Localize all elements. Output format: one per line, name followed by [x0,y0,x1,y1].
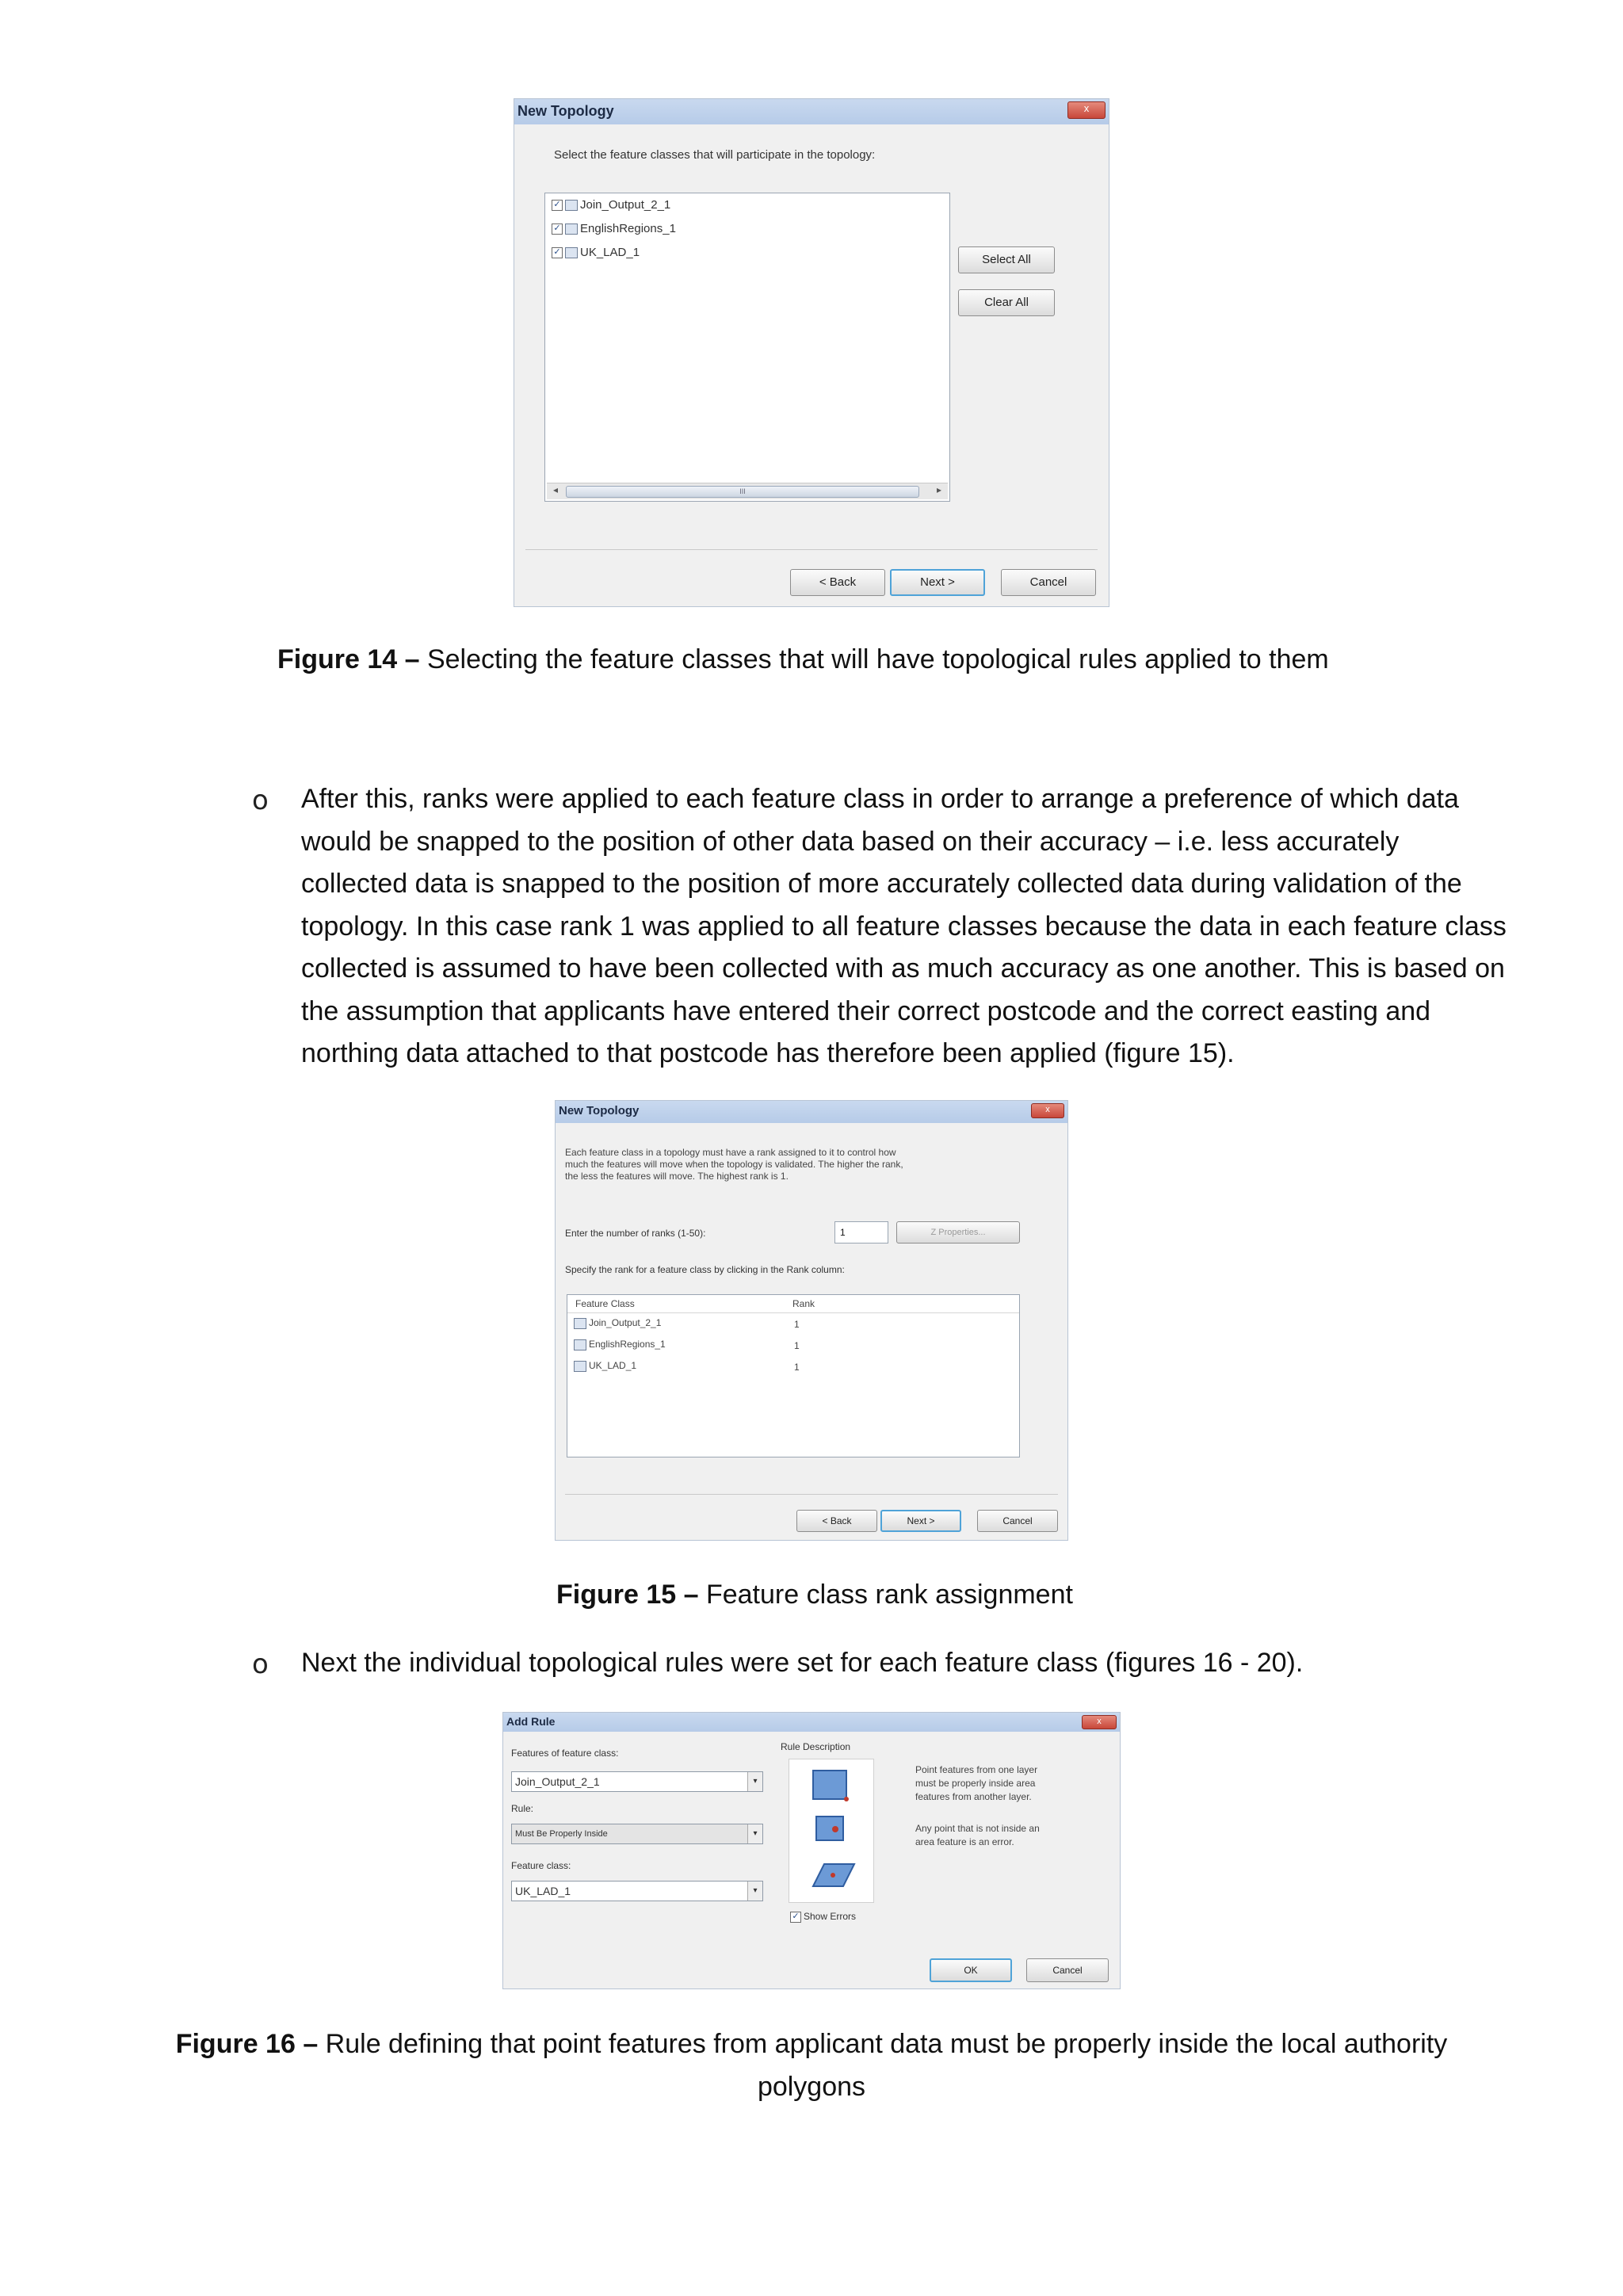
divider [565,1494,1058,1495]
specify-rank-label: Specify the rank for a feature class by clicking in the Rank column: [565,1264,845,1275]
scroll-grip: III [739,487,746,495]
rule-description-label: Rule Description [781,1741,851,1752]
paragraph: Next the individual topological rules were set for each feature class (figures 16 - 20). [301,1648,1304,1678]
rule-dropdown[interactable] [511,1824,763,1844]
paragraph-line: collected is assumed to have been collected with as much accuracy as one another. This is based on [301,953,1505,984]
cancel-button[interactable]: Cancel [1026,1958,1109,1982]
caption-label: Figure 14 – [277,644,420,674]
rule-illustration [789,1759,874,1903]
feature-class-name: UK_LAD_1 [589,1360,637,1371]
close-icon[interactable]: x [1082,1715,1117,1729]
dropdown-value: UK_LAD_1 [515,1885,571,1897]
bullet-marker: o [252,1648,269,1680]
paragraph-line: After this, ranks were applied to each feature class in order to arrange a preference of which data [301,784,1459,814]
polygon-layer-icon [565,247,578,258]
list-item[interactable] [552,222,676,235]
horizontal-scrollbar[interactable] [547,483,948,499]
list-item[interactable] [552,246,640,259]
next-button[interactable]: Next > [890,569,985,596]
dialog-title: Add Rule [506,1715,556,1728]
description-line: features from another layer. [915,1791,1032,1802]
table-header [567,1295,1019,1313]
description-line: area feature is an error. [915,1836,1014,1847]
feature-class-dropdown[interactable] [511,1771,763,1792]
caption-text: Feature class rank assignment [698,1580,1073,1610]
list-item-label: EnglishRegions_1 [580,222,676,235]
select-all-button[interactable]: Select All [958,246,1055,273]
new-topology-dialog-select [514,98,1109,607]
close-icon[interactable]: x [1031,1103,1064,1118]
paragraph-line: northing data attached to that postcode has therefore been applied (figure 15). [301,1038,1235,1068]
checkbox[interactable]: ✓ [552,223,563,235]
caption-label: Figure 16 – [175,2029,319,2059]
chevron-down-icon[interactable]: ▾ [747,1881,762,1901]
rule-diagram-icon [789,1759,873,1902]
paragraph [301,778,1507,1075]
table-row[interactable] [574,1317,661,1329]
paragraph-line: topology. In this case rank 1 was applied to all feature classes because the data in each feature class [301,911,1507,942]
features-of-feature-class-label: Features of feature class: [511,1748,619,1759]
chevron-down-icon[interactable]: ▾ [747,1772,762,1791]
z-properties-button[interactable]: Z Properties... [896,1221,1020,1244]
table-row[interactable] [574,1339,666,1350]
checkbox-label: Show Errors [804,1911,857,1922]
feature-class-label: Feature class: [511,1860,571,1871]
polygon-layer-icon [574,1361,586,1372]
caption-line [0,2023,1623,2065]
rule-description-text [915,1763,1037,1804]
back-button[interactable]: < Back [796,1510,877,1532]
instruction-text: Select the feature classes that will participate in the topology: [554,148,876,162]
rank-cell[interactable]: 1 [794,1362,800,1373]
feature-class-list[interactable] [544,193,950,502]
polygon-layer-icon [574,1339,586,1350]
ranks-input[interactable]: 1 [834,1221,888,1244]
rank-cell[interactable]: 1 [794,1319,800,1330]
target-feature-class-dropdown[interactable] [511,1881,763,1901]
caption-line: polygons [757,2072,866,2102]
cancel-button[interactable]: Cancel [1001,569,1096,596]
dialog-title-bar [503,1713,1120,1732]
feature-class-name: EnglishRegions_1 [589,1339,666,1350]
description-line: Any point that is not inside an [915,1823,1040,1834]
rule-error-text [915,1822,1040,1849]
column-header-rank[interactable]: Rank [792,1298,815,1309]
column-header-feature-class[interactable]: Feature Class [575,1298,635,1309]
dialog-title-bar [556,1101,1067,1123]
close-icon[interactable]: x [1067,101,1106,119]
table-row[interactable] [574,1360,636,1372]
polygon-layer-icon [565,223,578,235]
figure-14-caption [277,638,1329,681]
checkbox[interactable]: ✓ [552,247,563,258]
scroll-thumb[interactable] [566,486,919,498]
list-item-label: Join_Output_2_1 [580,198,671,212]
checkbox[interactable]: ✓ [552,200,563,211]
ok-button[interactable]: OK [930,1958,1012,1982]
chevron-down-icon[interactable]: ▾ [747,1824,762,1843]
add-rule-dialog [502,1712,1121,1989]
dialog-title: New Topology [517,103,614,119]
description-line: much the features will move when the topology is validated. The higher the rank, [565,1159,903,1170]
back-button[interactable]: < Back [790,569,885,596]
paragraph-line: collected data is snapped to the position of more accurately collected data during validation of the [301,869,1462,899]
point-layer-icon [574,1318,586,1329]
scroll-left-arrow[interactable]: ◂ [552,484,559,495]
rank-description [565,1147,903,1182]
scroll-right-arrow[interactable]: ▸ [936,484,942,495]
show-errors-checkbox[interactable] [790,1911,856,1923]
description-line: the less the features will move. The highest rank is 1. [565,1171,789,1182]
description-line: must be properly inside area [915,1778,1036,1789]
caption-text: Selecting the feature classes that will have topological rules applied to them [419,644,1329,674]
feature-class-name: Join_Output_2_1 [589,1317,662,1328]
divider [525,549,1098,550]
rule-label: Rule: [511,1803,534,1814]
figure-16-caption [0,2023,1623,2108]
description-line: Point features from one layer [915,1764,1038,1775]
paragraph-line: would be snapped to the position of other data based on their accuracy – i.e. less accurately [301,826,1400,857]
dropdown-value: Join_Output_2_1 [515,1775,600,1788]
clear-all-button[interactable]: Clear All [958,289,1055,316]
list-item-label: UK_LAD_1 [580,246,640,259]
point-layer-icon [565,200,578,211]
new-topology-dialog-ranks [555,1100,1068,1541]
caption-label: Figure 15 – [556,1580,699,1610]
figure-15-caption [556,1573,1073,1616]
caption-text: Rule defining that point features from applicant data must be properly inside the local authority [318,2029,1448,2059]
list-item[interactable] [552,198,670,212]
checkbox[interactable]: ✓ [790,1912,801,1923]
next-button[interactable]: Next > [880,1510,961,1532]
feature-class-rank-table[interactable] [567,1294,1020,1457]
description-line: Each feature class in a topology must have a rank assigned to it to control how [565,1147,896,1158]
dropdown-value: Must Be Properly Inside [515,1829,608,1839]
paragraph-line: the assumption that applicants have entered their correct postcode and the correct easting and [301,995,1431,1026]
rank-cell[interactable]: 1 [794,1340,800,1351]
cancel-button[interactable]: Cancel [977,1510,1058,1532]
bullet-marker: o [252,785,269,816]
dialog-title-bar [514,99,1109,124]
dialog-title: New Topology [559,1104,640,1117]
ranks-label: Enter the number of ranks (1-50): [565,1228,706,1239]
